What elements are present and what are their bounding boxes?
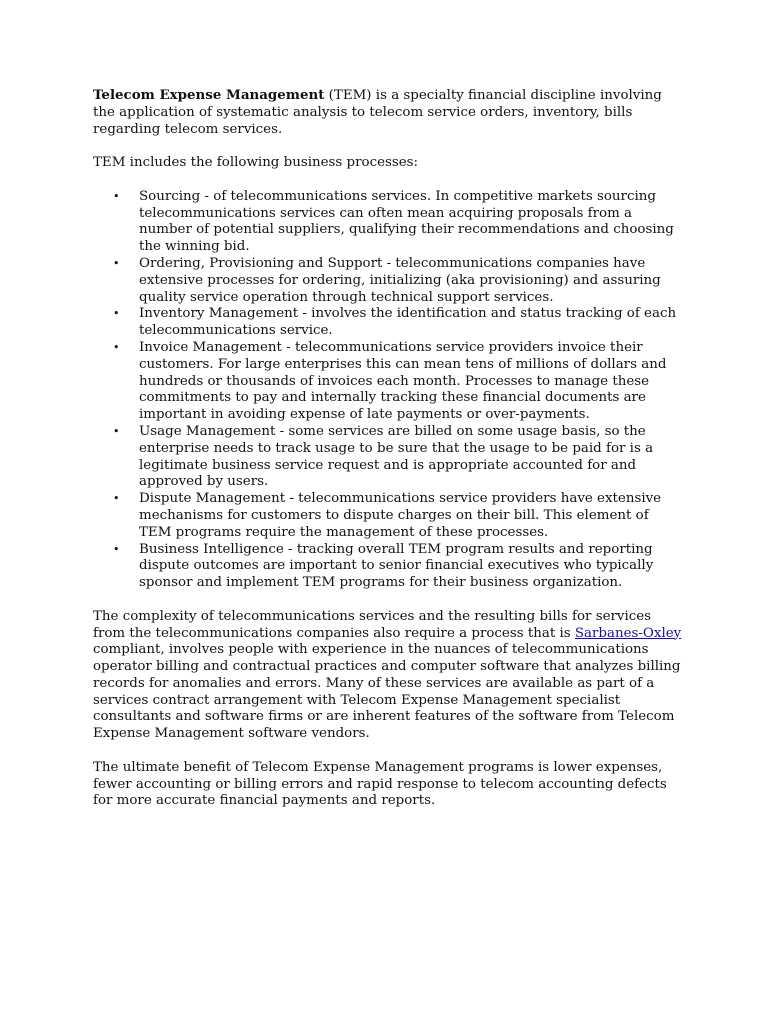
list-item — [93, 424, 683, 491]
list-item-text: Dispute Management - telecommunications service providers have extensive mechanisms for customers to dispute charges on their bill. This element of TEM programs require the management of these processes. — [139, 491, 662, 540]
list-item — [93, 491, 683, 541]
complexity-text-after: compliant, involves people with experience in the nuances of telecommunications operator billing and contractual practices and computer software that analyzes billing records for anomalies and errors. Many of these services are available as part of a services contract arrangement with Telecom Expense Management specialist consultants and software firms or are inherent features of the software from Telecom Expense Management software vendors. — [93, 642, 681, 742]
bullet-icon: • — [113, 307, 120, 321]
benefit-paragraph: The ultimate benefit of Telecom Expense Management programs is lower expenses, fewer accounting or billing errors and rapid response to telecom accounting defects for more accurate financial payments and reports. — [93, 759, 667, 809]
bullet-icon: • — [113, 256, 120, 270]
complexity-paragraph — [93, 609, 683, 743]
list-item-text: Business Intelligence - tracking overall TEM program results and reporting dispute outcomes are important to senior financial executives who typically sponsor and implement TEM programs for their business organization. — [139, 541, 654, 591]
list-item — [93, 256, 683, 306]
list-item-text: Invoice Management - telecommunications service providers invoice their customers. For large enterprises this can mean tens of millions of dollars and hundreds or thousands of invoices each month. Processes to manage these commitments to pay and internally tracking these financial documents are important in avoiding expense of late payments or over-payments. — [139, 339, 667, 423]
list-item — [93, 542, 683, 592]
bullet-icon: • — [113, 189, 120, 203]
list-item-text: Ordering, Provisioning and Support - telecommunications companies have extensive processes for ordering, initializing (aka provisioning) and assuring quality service operation through technical support services. — [139, 255, 661, 305]
list-item — [93, 340, 683, 424]
intro-text: (TEM) is a specialty financial discipline involving the application of systematic analysis to telecom service orders, inventory, bills regarding telecom services. — [93, 88, 662, 137]
bullet-icon: • — [113, 492, 120, 506]
list-item-text: Sourcing - of telecommunications services. In competitive markets sourcing telecommunications services can often mean acquiring proposals from a number of potential suppliers, qualifying their recommendations and choosing the winning bid. — [139, 188, 674, 255]
document-body — [93, 87, 683, 827]
sarbanes-oxley-link[interactable]: Sarbanes-Oxley — [574, 625, 682, 641]
bullet-icon: • — [113, 340, 120, 354]
intro-bold-term: Telecom Expense Management — [93, 87, 325, 103]
business-process-list — [93, 189, 683, 592]
list-item — [93, 189, 683, 256]
list-item-text: Inventory Management - involves the identification and status tracking of each telecommunications service. — [139, 306, 677, 339]
intro-paragraph — [93, 87, 683, 138]
bullet-icon: • — [113, 424, 120, 438]
processes-intro: TEM includes the following business processes: — [93, 155, 419, 171]
bullet-icon: • — [113, 542, 120, 556]
list-item-text: Usage Management - some services are billed on some usage basis, so the enterprise needs to track usage to be sure that the usage to be paid for is a legitimate business service request and is appropriate accounted for and approved by users. — [139, 423, 654, 490]
complexity-text-before: The complexity of telecommunications services and the resulting bills for services from the telecommunications companies also require a process that is — [93, 608, 652, 641]
list-item — [93, 306, 683, 340]
